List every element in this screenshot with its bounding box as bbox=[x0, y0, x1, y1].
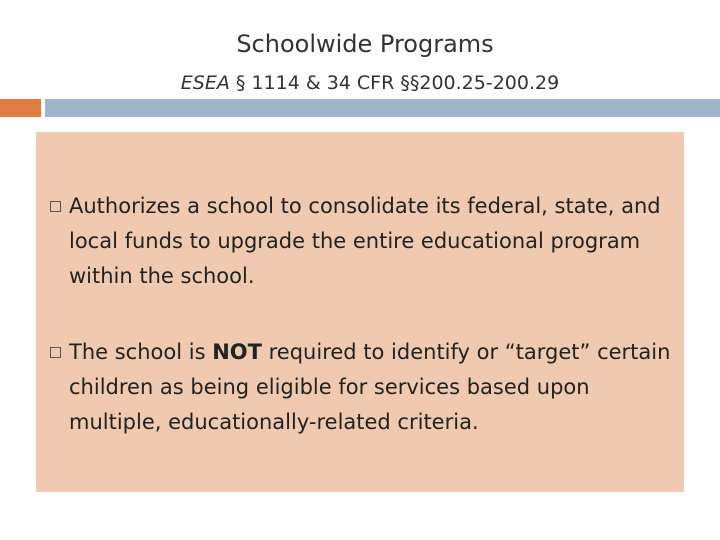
square-bullet-icon bbox=[50, 347, 61, 358]
bullet-item-2 bbox=[69, 335, 681, 440]
bullet-2-text-start: The school is bbox=[69, 340, 213, 364]
slide-subtitle bbox=[0, 72, 720, 94]
square-bullet-icon bbox=[50, 201, 61, 212]
subtitle-italic: ESEA bbox=[180, 72, 230, 94]
bullet-item-1: Authorizes a school to consolidate its federal, state, and local funds to upgrade the entire educational program within the school. bbox=[69, 194, 661, 288]
accent-bar-orange bbox=[0, 99, 41, 117]
subtitle-citation: § 1114 & 34 CFR §§200.25-200.29 bbox=[229, 72, 560, 94]
bullet-2-emphasis: NOT bbox=[212, 340, 262, 364]
content-box bbox=[36, 132, 684, 492]
slide-title: Schoolwide Programs bbox=[236, 30, 494, 58]
accent-bar-blue bbox=[45, 99, 720, 117]
bullet-2-text-end: required to identify or “target” certain children as being eligible for services based upon multiple, educationally-related criteria. bbox=[69, 340, 671, 434]
